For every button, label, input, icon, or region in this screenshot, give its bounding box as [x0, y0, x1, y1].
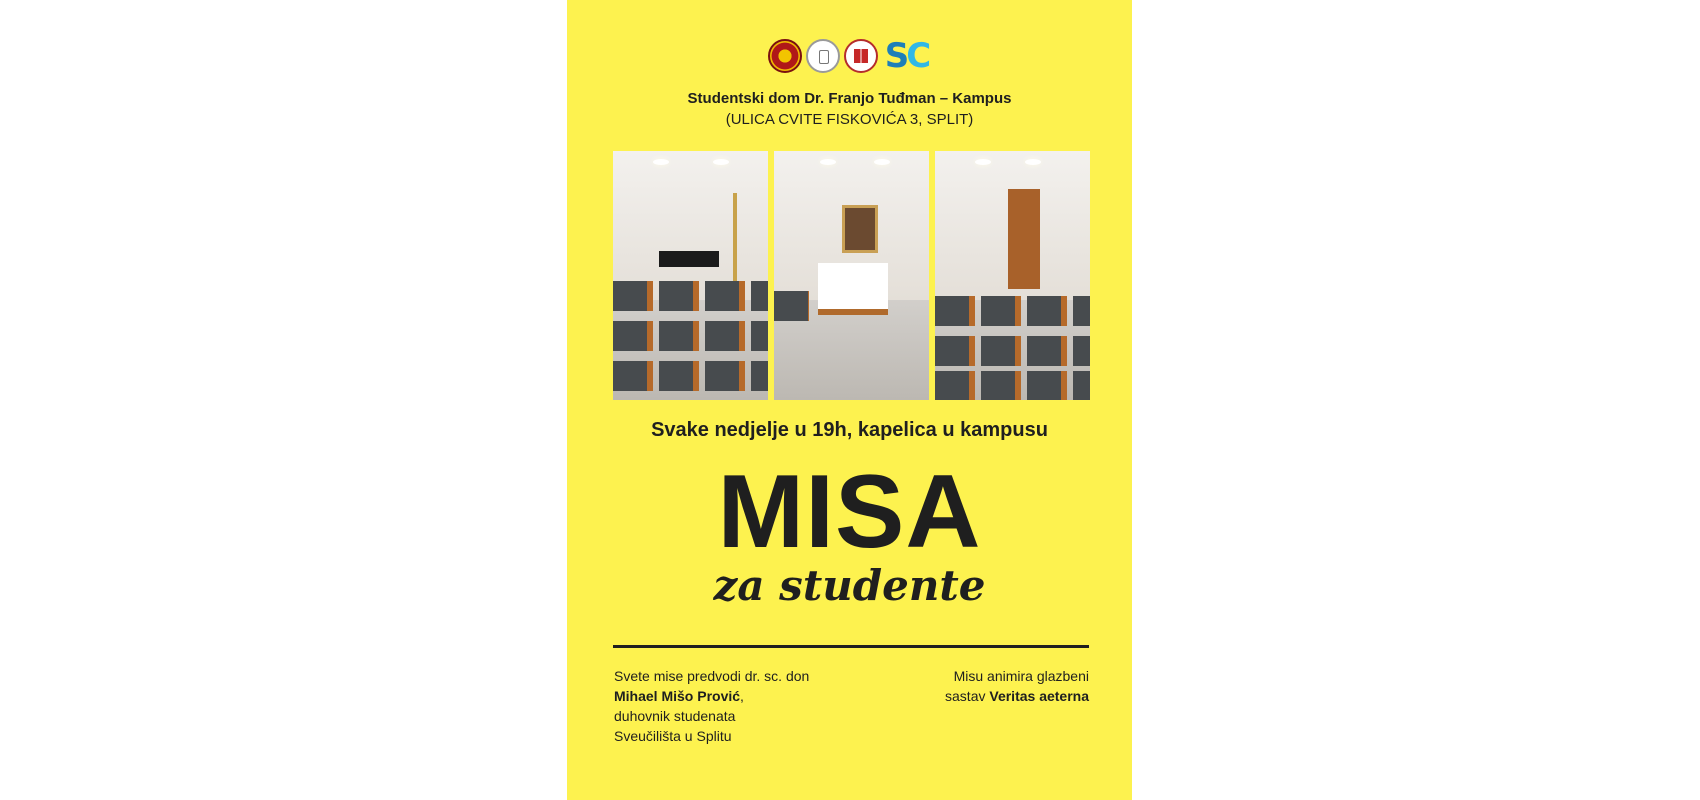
celebrant-info — [614, 666, 854, 746]
door — [1008, 189, 1040, 289]
music-info — [869, 666, 1089, 706]
cross-icon — [733, 193, 737, 283]
celebrant-comma: , — [740, 688, 744, 704]
historic-building-seal-logo — [806, 39, 840, 73]
chapel-photo-right — [935, 151, 1090, 400]
music-prefix: sastav — [945, 688, 986, 704]
faculty-seal-logo — [844, 39, 878, 73]
celebrant-line-3: duhovnik studenata — [614, 708, 736, 724]
poster-title: MISA — [717, 454, 982, 570]
altar — [818, 263, 888, 315]
celebrant-line-1: Svete mise predvodi dr. sc. don — [614, 668, 810, 684]
celebrant-line-4: Sveučilišta u Splitu — [614, 728, 732, 744]
sc-logo: SC — [884, 36, 929, 76]
chapel-photo-left — [613, 151, 768, 400]
schedule-tagline: Svake nedjelje u 19h, kapelica u kampusu — [651, 419, 1048, 441]
piano-icon — [659, 251, 719, 267]
chapel-photo-collage — [613, 151, 1090, 400]
divider — [613, 645, 1089, 648]
icon-painting — [842, 205, 878, 253]
venue-name: Studentski dom Dr. Franjo Tuđman – Kampus — [687, 90, 1012, 107]
mass-poster — [567, 0, 1132, 800]
logo-strip — [567, 36, 1132, 76]
band-name: Veritas aeterna — [989, 688, 1089, 704]
music-line-1: Misu animira glazbeni — [953, 668, 1089, 684]
celebrant-line-2 — [614, 686, 854, 706]
music-line-2 — [869, 686, 1089, 706]
university-crest-logo — [768, 39, 802, 73]
poster-subtitle: za studente — [713, 561, 986, 610]
chapel-photo-center — [774, 151, 929, 400]
venue-info — [567, 88, 1132, 130]
venue-address: (ULICA CVITE FISKOVIĆA 3, SPLIT) — [725, 111, 974, 128]
celebrant-name: Mihael Mišo Prović — [614, 688, 741, 704]
